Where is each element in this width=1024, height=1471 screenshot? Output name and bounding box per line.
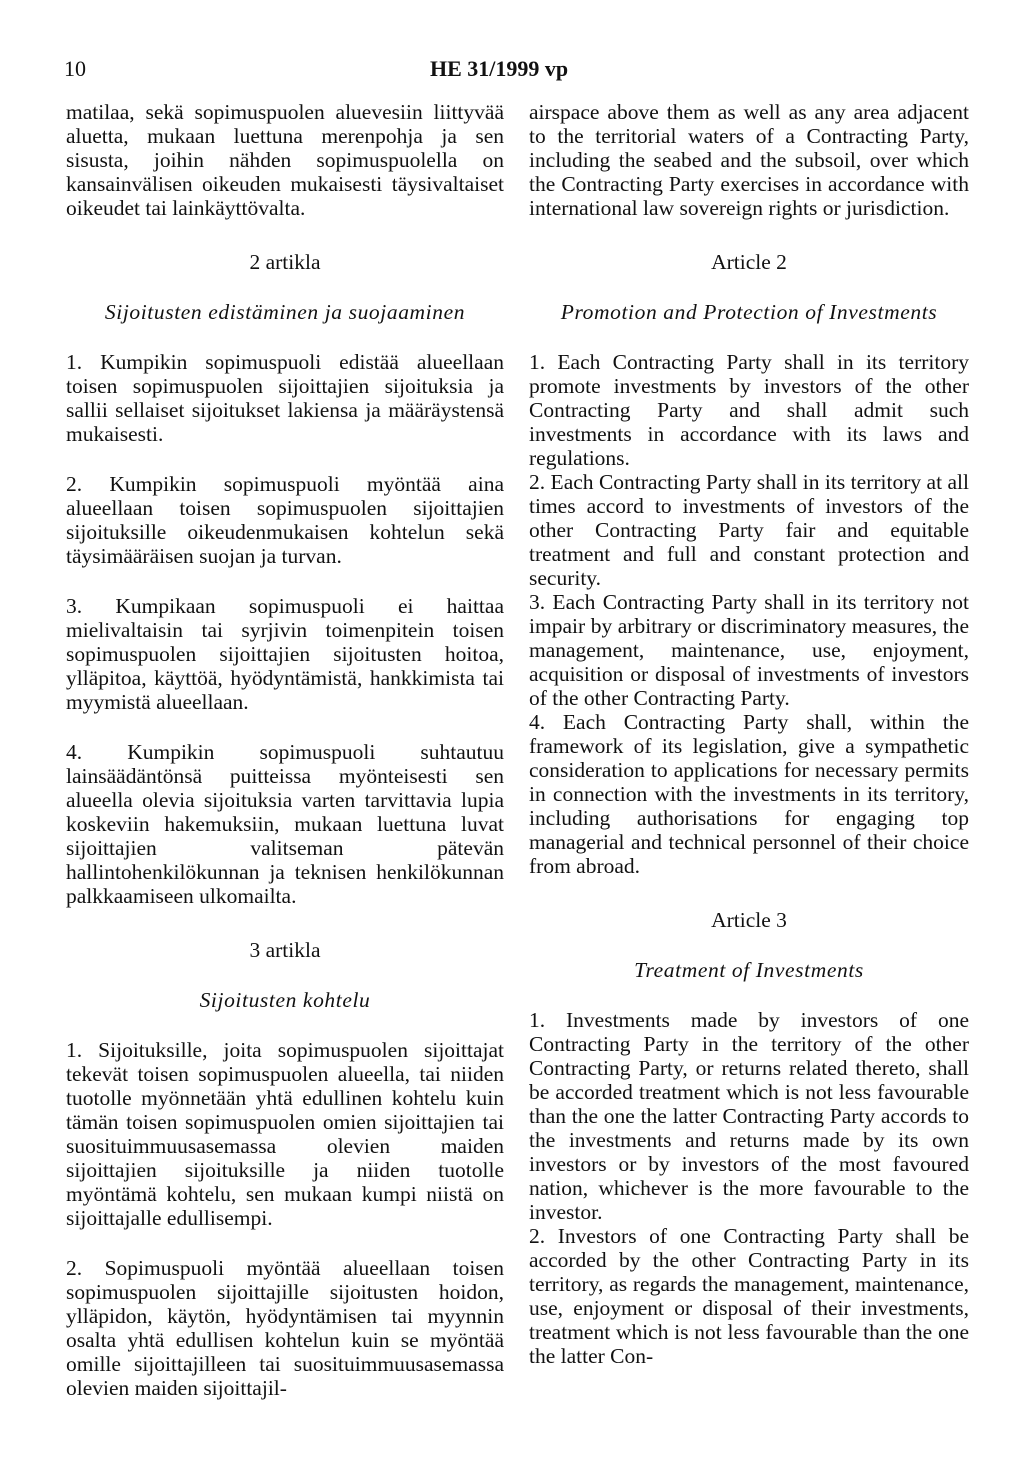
finnish-article-2-paragraph-3: 3. Kumpikaan sopimuspuoli ei haittaa mielivaltaisin tai syrjivin toimenpitein toisen sopimuspuolen sijoittajien sijoitusten hoitoa, ylläpitoa, käyttöä, hyödyntämistä, hankkimista tai myymistä alueellaan. (66, 594, 504, 714)
finnish-intro-paragraph: matilaa, sekä sopimuspuolen aluevesiin liittyvää aluetta, mukaan luettuna merenpohja ja sen sisusta, joihin nähden sopimuspuolella on kansainvälisen oikeuden mukaisesti täysivaltaiset oikeudet tai lainkäyttövalta. (66, 100, 504, 220)
english-article-3-paragraph-2: 2. Investors of one Contracting Party shall be accorded by the other Contracting Party in its territory, as regards the management, maintenance, use, enjoyment or disposal of their investments, treatment which is not less favourable than the one the latter Con- (529, 1224, 969, 1368)
finnish-article-3-heading: 3 artikla (249, 938, 321, 962)
english-column (529, 100, 969, 1368)
english-article-2-paragraph-1: 1. Each Contracting Party shall in its territory promote investments by investors of the other Contracting Party and shall admit such investments in accordance with its laws and regulations. (529, 350, 969, 470)
finnish-article-3-paragraph-2: 2. Sopimuspuoli myöntää alueellaan toisen sopimuspuolen sijoittajille sijoitusten hoidon, ylläpidon, käytön, hyödyntämisen tai myynnin osalta yhtä edullisen kohtelun kuin se myöntää omille sijoittajilleen tai suosituimmuusasemassa olevien maiden sijoittajil- (66, 1256, 504, 1400)
english-article-2-title: Promotion and Protection of Investments (560, 300, 938, 324)
english-intro-paragraph: airspace above them as well as any area adjacent to the territorial waters of a Contracting Party, including the seabed and the subsoil, over which the Contracting Party exercises in accordance with international law sovereign rights or jurisdiction. (529, 100, 969, 220)
document-id: HE 31/1999 vp (430, 56, 569, 81)
finnish-column (66, 100, 504, 1400)
english-article-3-heading: Article 3 (711, 908, 787, 932)
english-article-3-paragraph-1: 1. Investments made by investors of one Contracting Party in the territory of the other Contracting Party, or returns related thereto, shall be accorded treatment which is not less favourable than the one the latter Contracting Party accords to the investments and returns made by its own investors or by investors of the most favoured nation, whichever is the more favourable to the investor. (529, 1008, 969, 1224)
english-article-3-title: Treatment of Investments (634, 958, 864, 982)
page-number: 10 (64, 56, 86, 81)
finnish-article-3-paragraph-1: 1. Sijoituksille, joita sopimuspuolen sijoittajat tekevät toisen sopimuspuolen alueella, tai niiden tuotolle myönnetään yhtä edullinen kohtelu kuin tämän toisen sopimuspuolen omien sijoittajien tai suosituimmuusasemassa olevien maiden sijoittajien sijoituksille ja niiden tuotolle myöntämä kohtelu, sen mukaan kumpi niistä on sijoittajalle edullisempi. (66, 1038, 504, 1230)
english-article-2-paragraph-4: 4. Each Contracting Party shall, within the framework of its legislation, give a sympathetic consideration to applications for necessary permits in connection with the investments in its territory, including authorisations for engaging top managerial and technical personnel of their choice from abroad. (529, 710, 969, 878)
finnish-article-2-paragraph-1: 1. Kumpikin sopimuspuoli edistää alueellaan toisen sopimuspuolen sijoittajien sijoituksia ja sallii sellaiset sijoitukset lakiensa ja määräystensä mukaisesti. (66, 350, 504, 446)
finnish-article-2-paragraph-2: 2. Kumpikin sopimuspuoli myöntää aina alueellaan toisen sopimuspuolen sijoittajien sijoituksille oikeudenmukaisen kohtelun sekä täysimääräisen suojan ja turvan. (66, 472, 504, 568)
finnish-article-2-paragraph-4: 4. Kumpikin sopimuspuoli suhtautuu lainsäädäntönsä puitteissa myönteisesti sen alueella olevia sijoituksia varten tarvittavia lupia koskeviin hakemuksiin, mukaan luettuna luvat sijoittajien valitseman pätevän hallintohenkilökunnan ja teknisen henkilökunnan palkkaamiseen ulkomailta. (66, 740, 504, 908)
english-article-2-paragraph-2: 2. Each Contracting Party shall in its territory at all times accord to investments of investors of the other Contracting Party fair and equitable treatment and full and constant protection and security. (529, 470, 969, 590)
finnish-article-3-title: Sijoitusten kohtelu (199, 988, 371, 1012)
english-article-2-heading: Article 2 (711, 250, 787, 274)
finnish-article-2-title: Sijoitusten edistäminen ja suojaaminen (104, 300, 466, 324)
finnish-article-2-heading: 2 artikla (249, 250, 321, 274)
english-article-2-paragraph-3: 3. Each Contracting Party shall in its territory not impair by arbitrary or discriminatory measures, the management, maintenance, use, enjoyment, acquisition or disposal of investments of investors of the other Contracting Party. (529, 590, 969, 710)
